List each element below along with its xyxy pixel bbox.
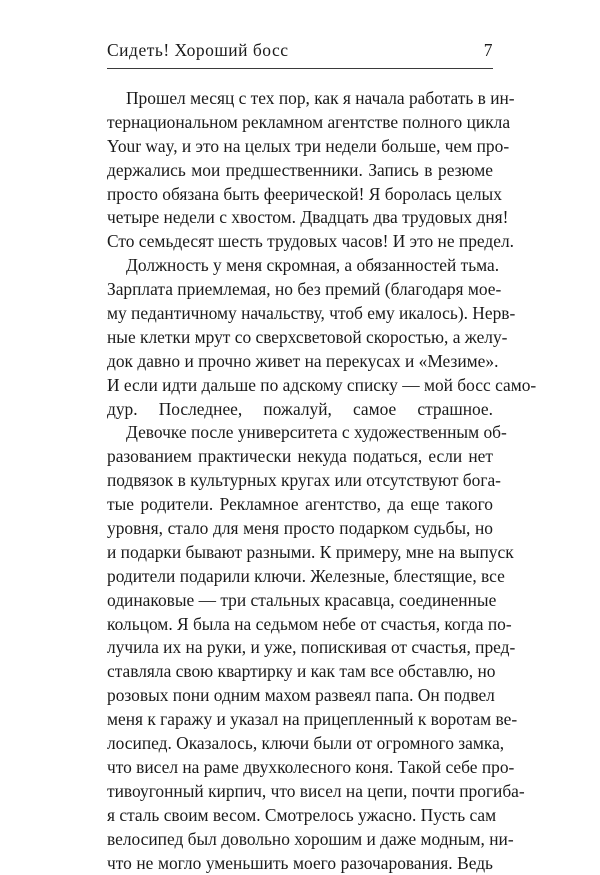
text-line: подвязок в культурных кругах или отсутствуют бога- — [107, 469, 493, 493]
text-line: и подарки бывают разными. К примеру, мне на выпуск — [107, 541, 493, 565]
text-line: розовых пони одним махом развеял папа. Он подвел — [107, 684, 493, 708]
running-head — [107, 40, 493, 66]
text-line: док давно и прочно живет на перекусах и «Мезиме». — [107, 350, 493, 374]
header-rule — [107, 68, 493, 69]
text-line: лосипед. Оказалось, ключи были от огромного замка, — [107, 732, 493, 756]
text-line: лучила их на руки, и уже, попискивая от счастья, пред- — [107, 636, 493, 660]
text-line: Зарплата приемлемая, но без премий (благодаря мое- — [107, 278, 493, 302]
text-line: просто обязана быть феерической! Я боролась целых — [107, 183, 493, 207]
text-line: тивоугонный кирпич, что висел на цепи, почти прогиба- — [107, 780, 493, 804]
text-line: ставляла свою квартирку и как там все обставлю, но — [107, 660, 493, 684]
text-line: одинаковые — три стальных красавца, соединенные — [107, 589, 493, 613]
text-line: Прошел месяц с тех пор, как я начала работать в ин- — [107, 87, 493, 111]
text-line: родители подарили ключи. Железные, блестящие, все — [107, 565, 493, 589]
text-line: я сталь своим весом. Смотрелось ужасно. Пусть сам — [107, 804, 493, 828]
text-line: Your way, и это на целых три недели больше, чем про- — [107, 135, 493, 159]
text-line: что висел на раме двухколесного коня. Такой себе про- — [107, 756, 493, 780]
text-line: Сто семьдесят шесть трудовых часов! И это не предел. — [107, 230, 493, 254]
text-line: Должность у меня скромная, а обязанностей тьма. — [107, 254, 493, 278]
text-line: уровня, стало для меня просто подарком судьбы, но — [107, 517, 493, 541]
text-line: Девочке после университета с художественным об- — [107, 421, 493, 445]
chapter-title: Сидеть! Хороший босс — [107, 40, 289, 61]
text-line: разованием практически некуда податься, если нет — [107, 445, 493, 469]
text-line: И если идти дальше по адскому списку — мой босс само- — [107, 374, 493, 398]
text-line: велосипед был довольно хорошим и даже модным, ни- — [107, 828, 493, 852]
text-line: дур. Последнее, пожалуй, самое страшное. — [107, 398, 493, 422]
text-line: тые родители. Рекламное агентство, да еще такого — [107, 493, 493, 517]
text-line: держались мои предшественники. Запись в резюме — [107, 159, 493, 183]
text-line: что не могло уменьшить моего разочарования. Ведь — [107, 852, 493, 875]
text-line: четыре недели с хвостом. Двадцать два трудовых дня! — [107, 206, 493, 230]
body-text — [107, 87, 493, 875]
text-line: тернациональном рекламном агентстве полного цикла — [107, 111, 493, 135]
text-line: кольцом. Я была на седьмом небе от счастья, когда по- — [107, 613, 493, 637]
text-line: ные клетки мрут со сверхсветовой скоростью, а желу- — [107, 326, 493, 350]
text-line: меня к гаражу и указал на прицепленный к воротам ве- — [107, 708, 493, 732]
text-line: му педантичному начальству, чтоб ему икалось). Нерв- — [107, 302, 493, 326]
page-number: 7 — [484, 40, 493, 61]
